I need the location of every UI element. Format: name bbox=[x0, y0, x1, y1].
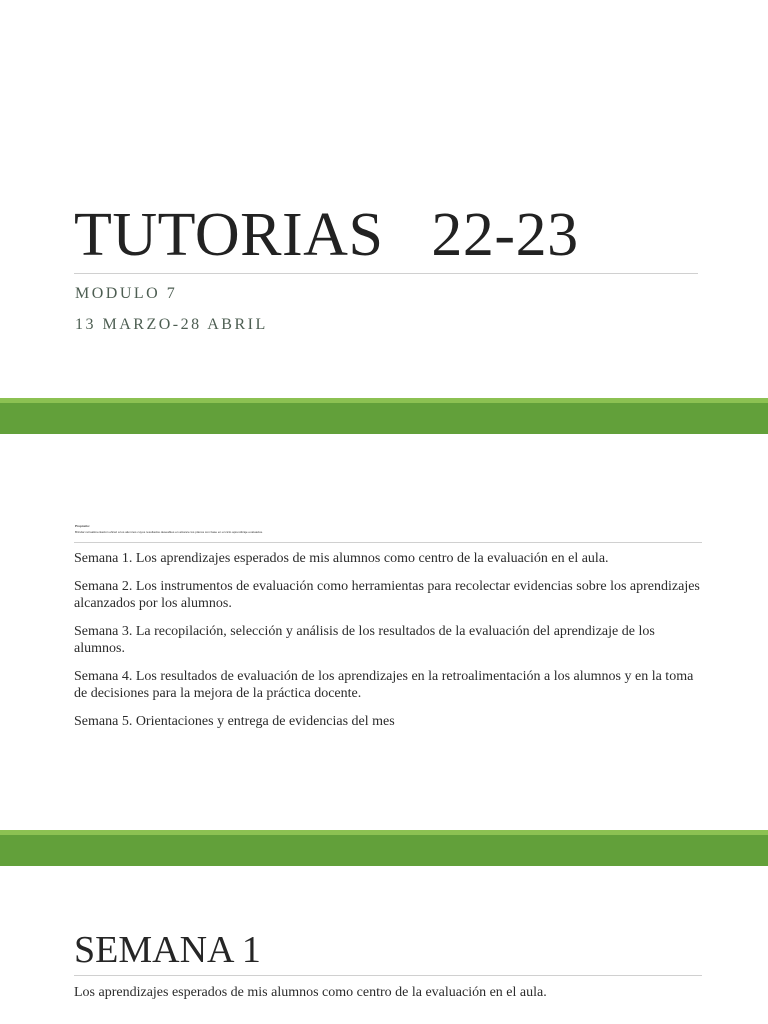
slide-separator bbox=[0, 830, 768, 866]
module-subtitle: MODULO 7 bbox=[75, 285, 178, 302]
weeks-overview-slide bbox=[0, 434, 768, 830]
date-range-subtitle: 13 MARZO-28 ABRIL bbox=[75, 316, 268, 333]
week-title: SEMANA 1 bbox=[74, 929, 261, 971]
title-slide bbox=[0, 0, 768, 398]
presentation-title: TUTORIAS 22-23 bbox=[74, 201, 579, 269]
list-item: Semana 1. Los aprendizajes esperados de mis alumnos como centro de la evaluación en el aula. bbox=[74, 551, 609, 566]
list-item: Semana 4. Los resultados de evaluación de los aprendizajes en la retroalimentación a los alumnos y en la toma de decisiones para la mejora de la práctica docente. bbox=[74, 668, 694, 701]
purpose-heading: Propósito: bbox=[75, 524, 90, 528]
purpose-divider bbox=[74, 542, 702, 543]
purpose-text: Brindar retroalimentación eficaz a los alumnos cuyos resultados deseables en alcance los planos con base en el ciclo aprendizaje evaluados. bbox=[75, 530, 263, 534]
title-divider bbox=[74, 273, 698, 274]
week-title-divider bbox=[74, 975, 702, 976]
list-item: Semana 5. Orientaciones y entrega de evidencias del mes bbox=[74, 713, 395, 729]
list-item: Semana 2. Los instrumentos de evaluación como herramientas para recolectar evidencias sobre los aprendizajes alcanzados por los alumnos. bbox=[74, 578, 700, 611]
list-item: Semana 3. La recopilación, selección y análisis de los resultados de la evaluación del aprendizaje de los alumnos. bbox=[74, 623, 655, 656]
week-1-slide bbox=[0, 866, 768, 1024]
slide-separator bbox=[0, 398, 768, 434]
week-description: Los aprendizajes esperados de mis alumnos como centro de la evaluación en el aula. bbox=[74, 985, 547, 1000]
weeks-list bbox=[74, 550, 706, 740]
